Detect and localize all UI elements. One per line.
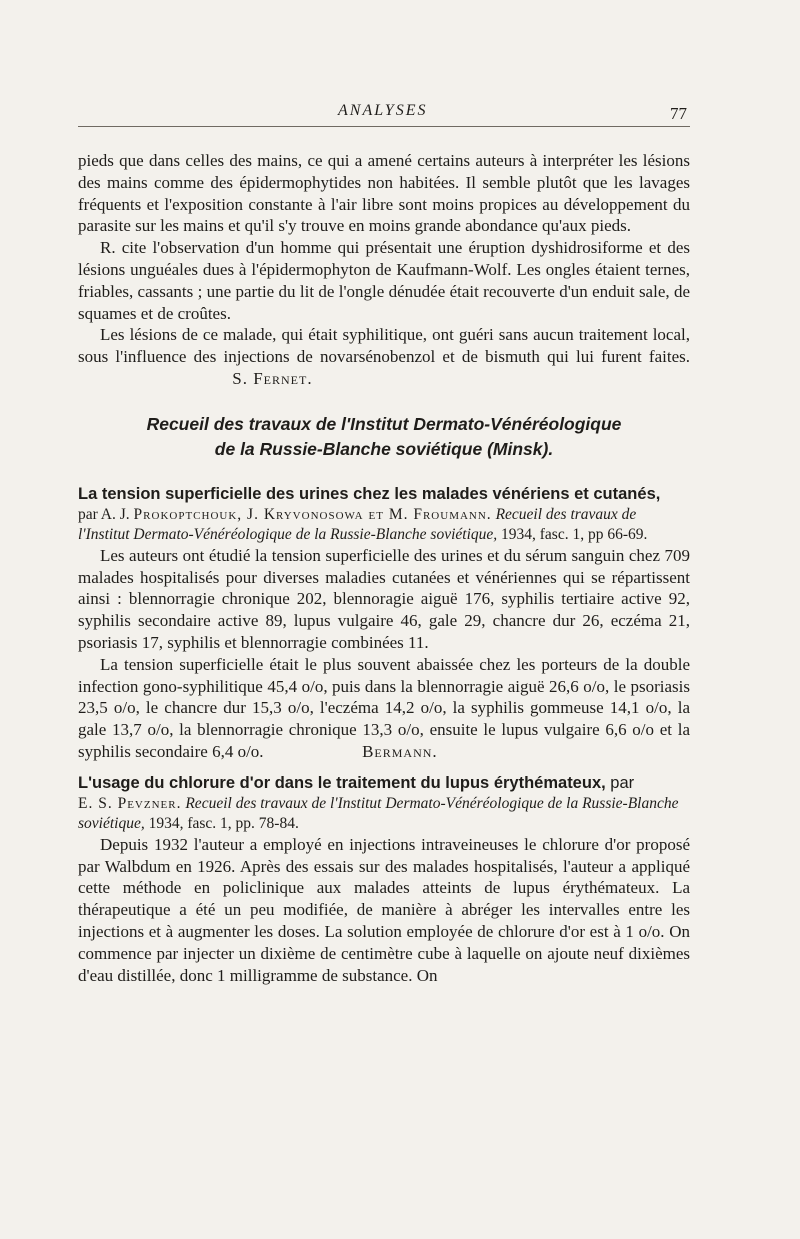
paragraph: R. cite l'observation d'un homme qui présentait une éruption dyshidrosiforme et des lésions unguéales dues à l'épidermophyton de Kaufmann-Wolf. Les ongles étaient ternes, friables, cassants ; une partie du lit de l'ongle dénudée était recouverte d'un enduit sale, de squames et de croûtes. xyxy=(78,238,690,323)
article-title: La tension superficielle des urines chez les malades vénériens et cutanés, xyxy=(78,484,661,503)
section-heading-line: Recueil des travaux de l'Institut Dermato-Vénéréologique xyxy=(146,413,622,434)
paragraph: pieds que dans celles des mains, ce qui a amené certains auteurs à interpréter les lésions des mains comme des épidermophytides non habitées. Il semble plutôt que les lavages fréquents et l'exposition constante à l'air libre sont moins propices au développement du parasite sur les mains et qu'il s'y trouve en moins grande abondance qu'aux pieds. xyxy=(78,151,690,236)
article-title-suffix: par xyxy=(605,773,635,792)
citation-source: Recueil des travaux de l'Institut Dermato-Vénéréologique de la Russie-Blanche soviétique, xyxy=(78,794,679,832)
article-title-text: L'usage du chlorure d'or dans le traitement du lupus érythémateux, xyxy=(78,773,606,792)
citation-source: Recueil des travaux de l'Institut Dermato-Vénéréologique de la Russie-Blanche soviétique, xyxy=(78,505,637,543)
page-number: 77 xyxy=(670,104,687,123)
authors: Prokoptchouk, J. Kryvonosowa et M. Froumann. xyxy=(133,505,492,523)
paragraph-text: Les lésions de ce malade, qui était syphilitique, ont guéri sans aucun traitement local, sous l'influence des injections de novarsénobenzol et de bismuth qui lui furent faites. xyxy=(78,325,690,367)
paragraph xyxy=(78,654,690,763)
citation-details: 1934, fasc. 1, pp. 78-84. xyxy=(148,814,299,832)
authors-prefix: par A. J. xyxy=(78,505,134,523)
article-title xyxy=(78,773,690,794)
running-head xyxy=(0,102,800,124)
paragraph: Depuis 1932 l'auteur a employé en injections intraveineuses le chlorure d'or proposé par Walbdum en 1926. Après des essais sur des malades hospitalisés, l'auteur a appliqué cette méthode en policlinique aux malades atteints de lupus érythémateux. La thérapeutique a été un peu modifiée, de manière à abréger les intervalles entre les injections et à augmenter les doses. La solution employée de chlorure d'or est à 1 o/o. On commence par injecter un dixième de centimètre cube à laquelle on ajoute neuf dixièmes d'eau distillée, donc 1 milligramme de substance. On xyxy=(78,834,690,985)
paragraph: Les auteurs ont étudié la tension superficielle des urines et du sérum sanguin chez 709 malades hospitalisés pour diverses maladies cutanées et vénériennes qui se répartissent ainsi : blennorragie chronique 202, blennoragie aiguë 176, syphilis tertiaire active 92, syphilis secondaire active 89, lupus vulgaire 46, gale 29, chancre dur 26, eczéma 21, psoriasis 17, syphilis et blennorragie combinées 11. xyxy=(78,545,690,652)
paragraph xyxy=(78,324,690,389)
section-heading xyxy=(78,412,690,462)
header-rule xyxy=(78,126,690,127)
section-heading-line: de la Russie-Blanche soviétique (Minsk). xyxy=(214,438,554,459)
authors: E. S. Pevzner. xyxy=(78,794,182,812)
paragraph-text: La tension superficielle était le plus souvent abaissée chez les porteurs de la double infection gono-syphilitique 45,4 o/o, puis dans la blennorragie aiguë 26,6 o/o, le psoriasis 23,5 o/o, le chancre dur 15,3 o/o, l'eczéma 14,2 o/o, la syphilis gommeuse 14,1 o/o, la gale 13,7 o/o, la blennorragie chronique 13,3 o/o, ensuite le lupus vulgaire 6,6 o/o et la syphilis secondaire 6,4 o/o. xyxy=(78,654,690,761)
article-citation xyxy=(78,794,690,834)
article-citation xyxy=(78,505,690,545)
signature: Bermann. xyxy=(362,741,438,761)
page-body xyxy=(78,150,690,986)
citation-details: 1934, fasc. 1, pp 66-69. xyxy=(501,525,648,543)
running-title: ANALYSES xyxy=(338,102,428,119)
signature: S. Fernet. xyxy=(232,368,313,388)
